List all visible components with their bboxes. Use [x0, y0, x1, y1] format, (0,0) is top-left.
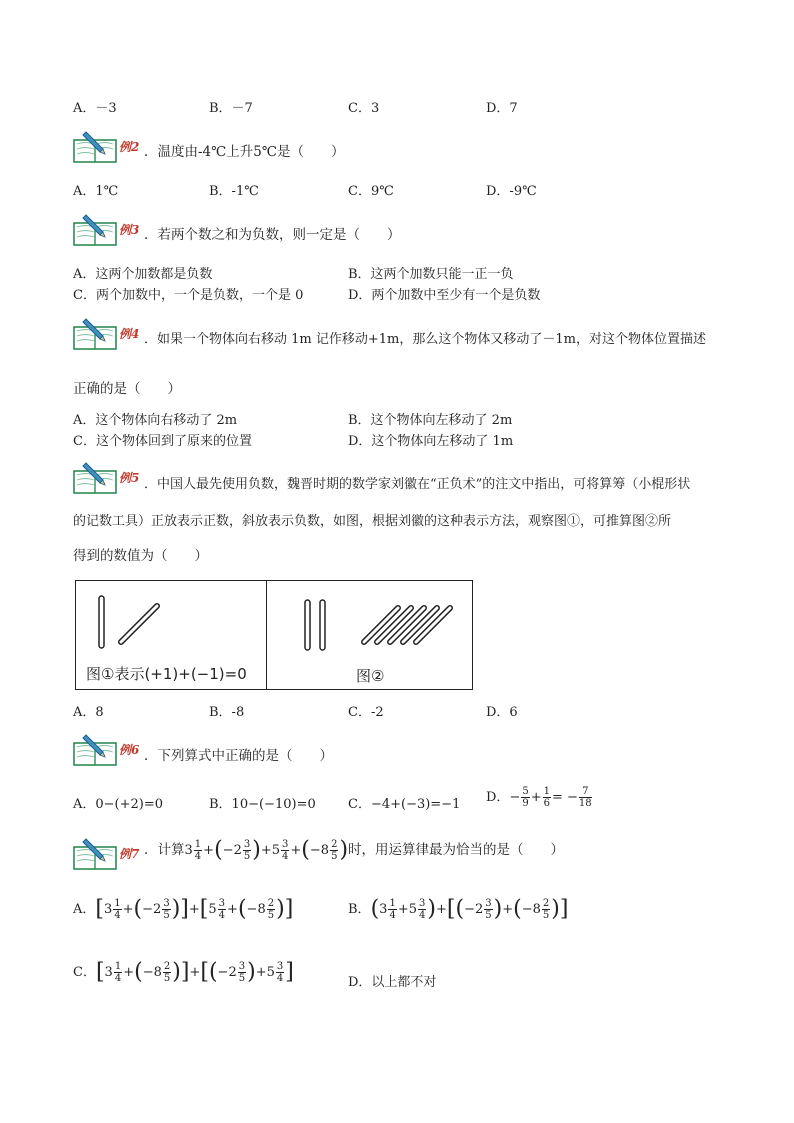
example-label-5: 例5	[119, 471, 140, 485]
q6-option-c: C．−4+(−3)=−1	[348, 797, 461, 812]
q3-option-c: C．两个加数中，一个是负数，一个是 0	[73, 288, 304, 303]
figure-2-caption: 图②	[356, 667, 385, 685]
q5-option-c: C．-2	[348, 705, 384, 720]
upright-rod	[99, 596, 104, 648]
q2-option-b: B．-1℃	[209, 184, 259, 199]
q1-option-d: D．7	[486, 101, 518, 116]
figure-1-caption: 图①表示(+1)+(−1)=0	[86, 665, 247, 683]
q7-option-a: A．[3 $\frac{1}{4}$ +(−2 $\frac{3}{5}$ )]+[5 $\frac{3}{4}$ +(−8 $\frac{2}{5}$ )]	[73, 896, 294, 922]
book-pen-icon	[72, 733, 120, 767]
upright-rod	[320, 600, 325, 650]
book-pen-icon	[72, 837, 120, 871]
slanted-rod-group	[364, 608, 450, 642]
q5-question-text-line2: 的记数工具）正放表示正数，斜放表示负数，如图，根据刘徽的这种表示方法，观察图①，可推算图②所	[73, 514, 672, 529]
q5-question-text-line3: 得到的数值为（ ）	[73, 548, 208, 564]
q2-option-c: C．9℃	[348, 184, 394, 199]
example-label-2: 例2	[119, 140, 140, 154]
q7-question-text: ．计算3 $\frac{1}{4}$ +(−2 $\frac{3}{5}$ )+5 $\frac{3}{4}$ +(−8 $\frac{2}{5}$ )时，用运算律最为恰当的是（ ）	[144, 837, 565, 863]
q7-option-c: C．[3 $\frac{1}{4}$ +(−8 $\frac{2}{5}$ )]+[(−2 $\frac{3}{5}$ )+5 $\frac{3}{4}$ ]	[73, 959, 294, 985]
q1-option-a: A．－3	[73, 101, 117, 116]
q5-option-a: A．8	[73, 705, 104, 720]
q3-option-d: D．两个加数中至少有一个是负数	[348, 288, 541, 303]
q7-option-d: D．以上都不对	[348, 975, 437, 990]
book-pen-icon	[72, 213, 120, 247]
q6-question-text: ．下列算式中正确的是（ ）	[144, 748, 333, 764]
q3-option-a: A．这两个加数都是负数	[73, 267, 213, 282]
q6-option-a: A．0−(+2)=0	[73, 797, 164, 812]
book-pen-icon	[72, 461, 120, 495]
example-label-7: 例7	[119, 847, 140, 861]
q1-option-b: B．－7	[209, 101, 253, 116]
example-label-3: 例3	[119, 223, 140, 237]
q5-option-d: D．6	[486, 705, 518, 720]
q4-option-a: A．这个物体向右移动了 2m	[73, 413, 238, 428]
q6-option-d: D．− $\frac{5}{9}$ + $\frac{1}{6}$ = − $\frac{7}{18}$	[486, 786, 592, 809]
q2-option-a: A．1℃	[73, 184, 119, 199]
q4-question-text-line2: 正确的是（ ）	[73, 381, 181, 397]
example-label-4: 例4	[119, 327, 140, 341]
upright-rod	[305, 600, 310, 650]
q5-option-b: B．-8	[209, 705, 245, 720]
q1-option-c: C．3	[348, 101, 380, 116]
q4-question-text-line1: ．如果一个物体向右移动 1m 记作移动+1m，那么这个物体又移动了－1m，对这个物体位置描述	[144, 332, 706, 347]
example-label-6: 例6	[119, 743, 140, 757]
counting-rods-figure	[75, 580, 473, 690]
book-pen-icon	[72, 130, 120, 164]
q4-option-c: C．这个物体回到了原来的位置	[73, 434, 252, 449]
q3-question-text: ．若两个数之和为负数，则一定是（ ）	[144, 227, 401, 243]
q6-option-b: B．10−(−10)=0	[209, 797, 316, 812]
q2-question-text: ．温度由-4℃上升5℃是（ ）	[144, 144, 345, 160]
q4-option-b: B．这个物体向左移动了 2m	[348, 413, 513, 428]
q2-option-d: D．-9℃	[486, 184, 537, 199]
q3-option-b: B．这两个加数只能一正一负	[348, 267, 514, 282]
q5-question-text-line1: ．中国人最先使用负数，魏晋时期的数学家刘徽在“正负术”的注文中指出，可将算筹（小棍形状	[144, 477, 691, 492]
book-pen-icon	[72, 317, 120, 351]
q7-option-b: B．(3 $\frac{1}{4}$ +5 $\frac{3}{4}$ )+[(−2 $\frac{3}{5}$ )+(−8 $\frac{2}{5}$ )]	[348, 896, 569, 922]
q4-option-d: D．这个物体向左移动了 1m	[348, 434, 514, 449]
